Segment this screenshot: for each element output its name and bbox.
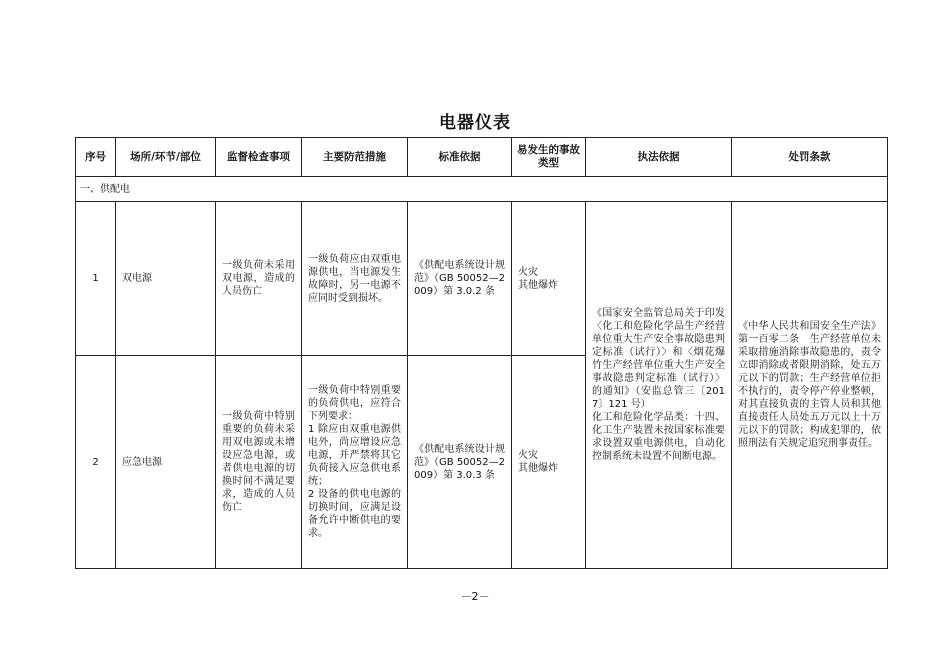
header-place: 场所/环节/部位 [116, 138, 216, 177]
row-item: 一级负荷中特别重要的负荷未采用双电源或未增设应急电源，或者供电电源的切换时间不满足要求，造成的人员伤亡 [216, 356, 302, 569]
header-law: 执法依据 [586, 138, 732, 177]
inspection-table [75, 137, 888, 569]
header-item: 监督检查事项 [216, 138, 302, 177]
header-measure: 主要防范措施 [302, 138, 408, 177]
table-row [76, 202, 888, 356]
row-accident: 火灾 其他爆炸 [512, 356, 586, 569]
row-item: 一级负荷未采用双电源，造成的人员伤亡 [216, 202, 302, 356]
row-accident: 火灾 其他爆炸 [512, 202, 586, 356]
row-no: 2 [76, 356, 116, 569]
row-measure: 一级负荷应由双重电源供电，当电源发生故障时，另一电源不应同时受到损坏。 [302, 202, 408, 356]
header-penalty: 处罚条款 [732, 138, 888, 177]
page-title: 电器仪表 [439, 113, 511, 133]
row-standard: 《供配电系统设计规范》（GB 50052—2009）第 3.0.3 条 [408, 356, 512, 569]
row-measure: 一级负荷中特别重要的负荷供电，应符合下列要求： 1 除应由双重电源供电外，尚应增设应急电源，并严禁将其它负荷接入应急供电系统； 2 设备的供电电源的切换时间，应满足设备允许中断供电的要求。 [302, 356, 408, 569]
page-number: －2－ [460, 590, 490, 603]
law-basis: 《国家安全监管总局关于印发〈化工和危险化学品生产经营单位重大生产安全事故隐患判定标准（试行）〉和〈烟花爆竹生产经营单位重大生产安全事故隐患判定标准（试行）〉的通知》（安监总管三〔2017〕121 号） 化工和危险化学品类：十四、化工生产装置未按国家标准要求设置双重电源供电，自动化控制系统未设置不间断电源。 [586, 202, 732, 569]
header-standard: 标准依据 [408, 138, 512, 177]
row-place: 应急电源 [116, 356, 216, 569]
row-standard: 《供配电系统设计规范》（GB 50052—2009）第 3.0.2 条 [408, 202, 512, 356]
row-no: 1 [76, 202, 116, 356]
header-accident: 易发生的事故类型 [512, 138, 586, 177]
section-row [76, 177, 888, 202]
row-place: 双电源 [116, 202, 216, 356]
penalty-clause: 《中华人民共和国安全生产法》第一百零二条 生产经营单位未采取措施消除事故隐患的，责令立即消除或者限期消除，处五万元以下的罚款；生产经营单位拒不执行的，责令停产停业整顿，对其直接负责的主管人员和其他直接责任人员处五万元以上十万元以下的罚款；构成犯罪的，依照刑法有关规定追究刑事责任。 [732, 202, 888, 569]
header-no: 序号 [76, 138, 116, 177]
header-row [76, 138, 888, 177]
section-title: 一、供配电 [76, 177, 888, 202]
